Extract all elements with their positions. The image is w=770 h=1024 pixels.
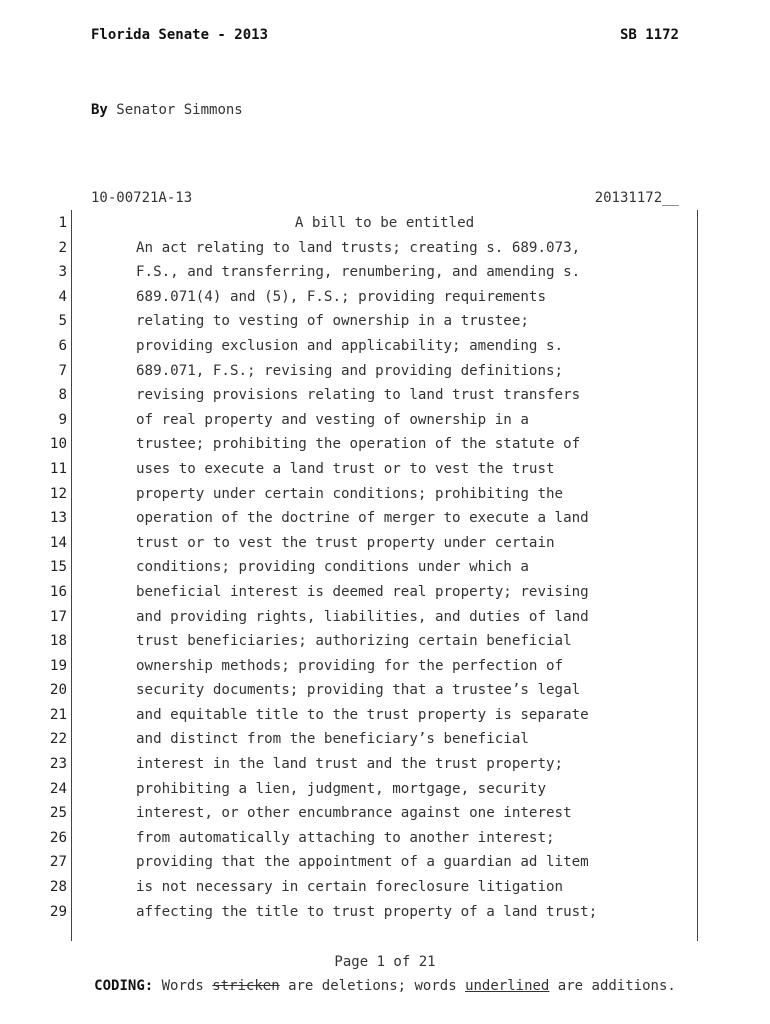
bill-line	[0, 605, 770, 630]
line-text: security documents; providing that a trustee’s legal	[136, 682, 581, 699]
coding-stricken-example: stricken	[212, 978, 280, 994]
line-text: providing that the appointment of a guardian ad litem	[136, 854, 589, 871]
line-number: 18	[49, 633, 67, 650]
sponsor-line	[91, 102, 243, 118]
line-text: beneficial interest is deemed real property; revising	[136, 583, 589, 600]
bill-line	[0, 383, 770, 408]
bill-line	[0, 531, 770, 556]
bill-line	[0, 752, 770, 777]
bill-line	[0, 285, 770, 310]
line-number: 3	[58, 264, 67, 281]
line-number: 1	[58, 215, 67, 231]
sponsor-prefix: By	[91, 102, 108, 118]
line-text: conditions; providing conditions under which a	[136, 559, 529, 576]
drafting-code: 10-00721A-13	[91, 190, 193, 206]
line-text: interest in the land trust and the trust property;	[136, 756, 564, 773]
line-number: 15	[49, 559, 67, 576]
bill-code: 20131172__	[594, 190, 679, 206]
bill-line	[0, 506, 770, 531]
bill-text	[0, 211, 770, 924]
sponsor-name: Senator Simmons	[116, 102, 243, 118]
coding-underlined-example: underlined	[465, 978, 550, 994]
line-text: and equitable title to the trust property is separate	[136, 706, 589, 723]
line-text: interest, or other encumbrance against one interest	[136, 805, 572, 822]
bill-line	[0, 654, 770, 679]
line-number: 28	[49, 879, 67, 896]
coding-mid: are deletions; words	[279, 978, 466, 994]
coding-post: are additions.	[549, 978, 676, 994]
line-text: property under certain conditions; prohibiting the	[136, 485, 564, 502]
line-number: 17	[49, 608, 67, 625]
page-number: Page 1 of 21	[334, 954, 436, 970]
bill-line	[0, 309, 770, 334]
bill-title-line: A bill to be entitled	[294, 215, 475, 231]
line-text: trustee; prohibiting the operation of the statute of	[136, 436, 581, 453]
line-number: 9	[58, 411, 67, 428]
coding-legend	[0, 978, 770, 994]
line-text: An act relating to land trusts; creating s. 689.073,	[136, 239, 581, 256]
bill-line	[0, 678, 770, 703]
line-text: prohibiting a lien, judgment, mortgage, security	[136, 780, 546, 797]
line-number: 8	[58, 387, 67, 404]
line-number: 10	[49, 436, 67, 453]
line-number: 6	[58, 337, 67, 354]
bill-line	[0, 260, 770, 285]
bill-line	[0, 334, 770, 359]
bill-line	[0, 359, 770, 384]
line-number: 12	[49, 485, 67, 502]
chamber-year: Florida Senate - 2013	[91, 27, 269, 43]
line-number: 20	[49, 682, 67, 699]
line-number: 27	[49, 854, 67, 871]
line-number: 24	[49, 780, 67, 797]
line-number: 25	[49, 805, 67, 822]
bill-line	[0, 850, 770, 875]
bill-line	[0, 875, 770, 900]
line-number: 29	[49, 903, 67, 920]
bill-line	[0, 457, 770, 482]
bill-line	[0, 629, 770, 654]
line-text: is not necessary in certain foreclosure litigation	[136, 879, 564, 896]
line-text: of real property and vesting of ownership in a	[136, 411, 529, 428]
line-number: 2	[58, 239, 67, 256]
line-text: ownership methods; providing for the perfection of	[136, 657, 564, 674]
line-text: 689.071, F.S.; revising and providing definitions;	[136, 362, 564, 379]
line-text: providing exclusion and applicability; amending s.	[136, 337, 564, 354]
bill-number: SB 1172	[619, 27, 679, 43]
line-number: 11	[49, 460, 67, 477]
bill-line	[0, 432, 770, 457]
bill-line	[0, 826, 770, 851]
bill-line	[0, 900, 770, 925]
coding-label: CODING:	[94, 978, 154, 994]
line-text: 689.071(4) and (5), F.S.; providing requirements	[136, 288, 546, 305]
line-text: and distinct from the beneficiary’s beneficial	[136, 731, 529, 748]
bill-line	[0, 703, 770, 728]
line-number: 16	[49, 583, 67, 600]
line-number: 19	[49, 657, 67, 674]
line-text: revising provisions relating to land trust transfers	[136, 387, 581, 404]
line-number: 14	[49, 534, 67, 551]
line-number: 26	[49, 829, 67, 846]
bill-line	[0, 482, 770, 507]
coding-pre: Words	[153, 978, 213, 994]
bill-line	[0, 727, 770, 752]
line-text: affecting the title to trust property of a land trust;	[136, 903, 598, 920]
bill-line	[0, 580, 770, 605]
line-text: relating to vesting of ownership in a trustee;	[136, 313, 529, 330]
line-number: 13	[49, 510, 67, 527]
line-number: 7	[58, 362, 67, 379]
line-text: and providing rights, liabilities, and duties of land	[136, 608, 589, 625]
line-text: from automatically attaching to another interest;	[136, 829, 555, 846]
line-number: 23	[49, 756, 67, 773]
line-text: operation of the doctrine of merger to execute a land	[136, 510, 589, 527]
line-number: 21	[49, 706, 67, 723]
bill-line	[0, 236, 770, 261]
bill-line	[0, 777, 770, 802]
line-text: uses to execute a land trust or to vest the trust	[136, 460, 555, 477]
bill-line	[0, 555, 770, 580]
line-text: trust or to vest the trust property under certain	[136, 534, 555, 551]
line-text: F.S., and transferring, renumbering, and amending s.	[136, 264, 581, 281]
line-text: trust beneficiaries; authorizing certain beneficial	[136, 633, 572, 650]
bill-line	[0, 211, 770, 236]
bill-line	[0, 801, 770, 826]
line-number: 4	[58, 288, 67, 305]
bill-line	[0, 408, 770, 433]
line-number: 5	[58, 313, 67, 330]
line-number: 22	[49, 731, 67, 748]
